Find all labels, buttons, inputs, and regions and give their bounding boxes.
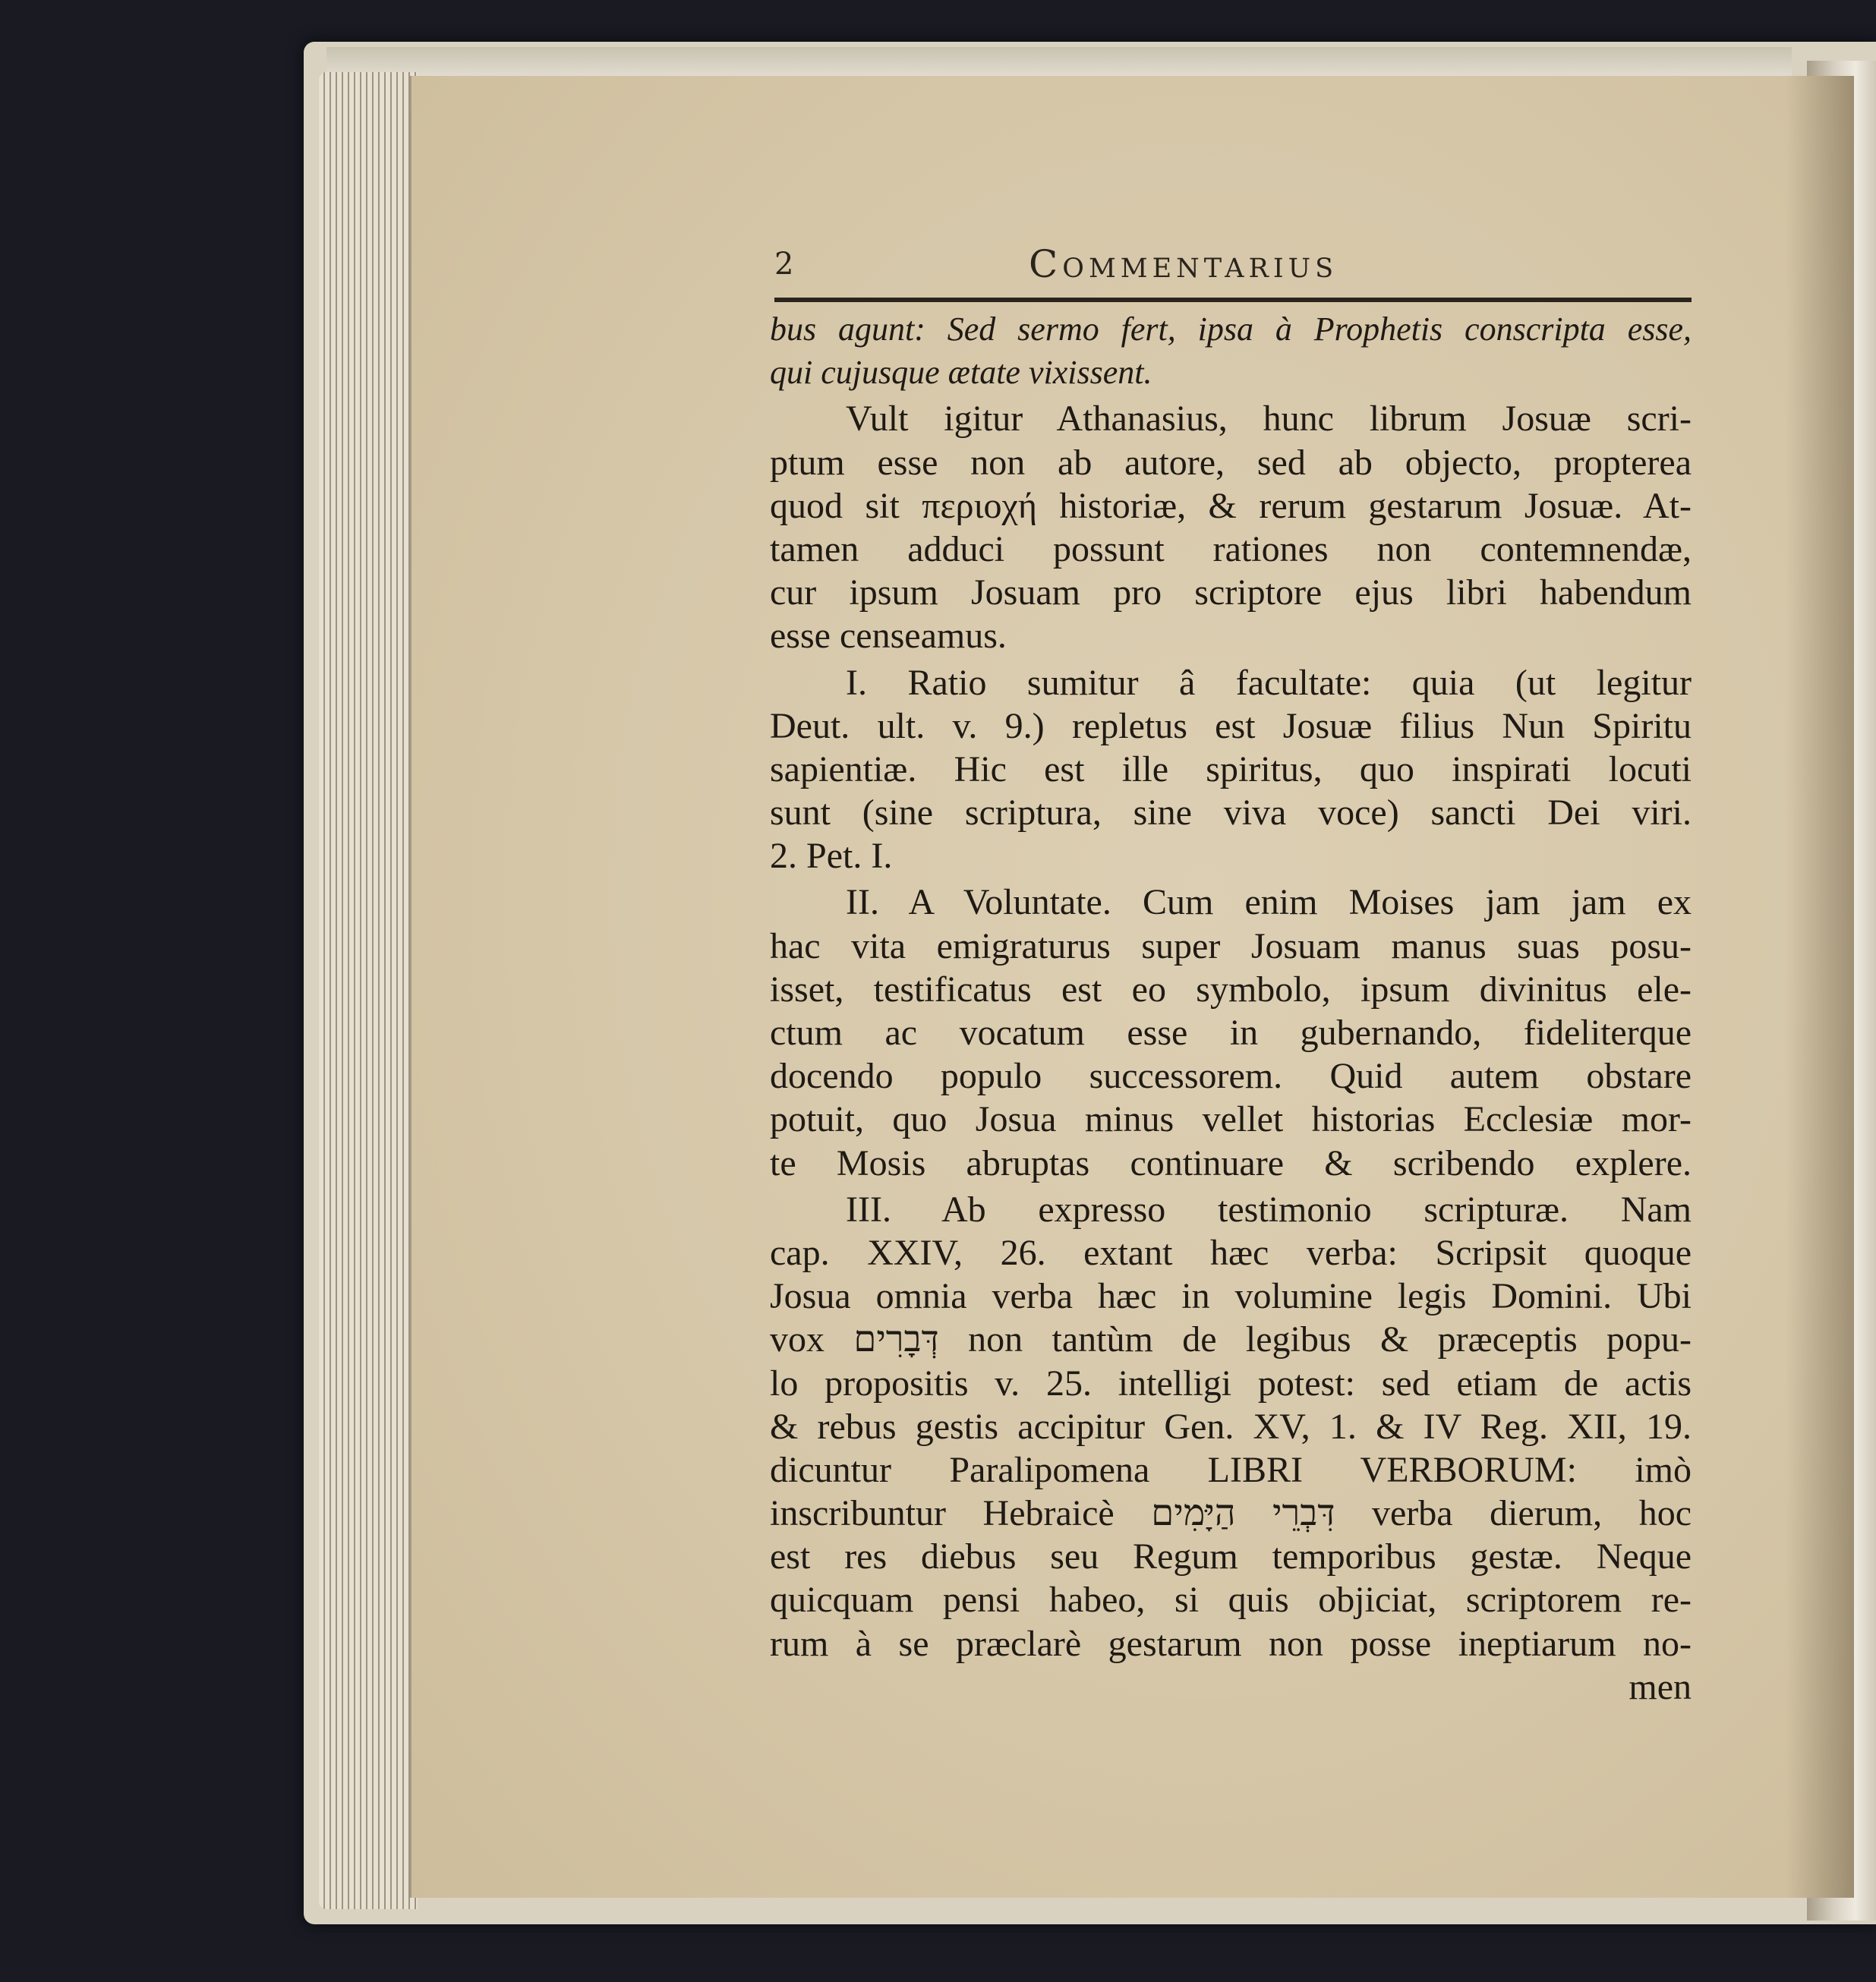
- page-edges: [319, 72, 418, 1909]
- text-line: cap. XXIV, 26. extant hæc verba: Scripsit quoque: [770, 1232, 1692, 1273]
- text-line: sunt (sine scriptura, sine viva voce) sancti Dei viri.: [770, 792, 1692, 833]
- text-line: dicuntur Paralipomena LIBRI VERBORUM: imò: [770, 1449, 1692, 1490]
- text-line: qui cujusque ætate vixissent.: [770, 354, 1152, 392]
- text-line: est res diebus seu Regum temporibus gestæ. Neque: [770, 1536, 1692, 1577]
- text-line: hac vita emigraturus super Josuam manus suas posu-: [770, 925, 1692, 966]
- text-line: lo propositis v. 25. intelligi potest: sed etiam de actis: [770, 1363, 1692, 1404]
- gutter-shadow: [1786, 76, 1854, 1898]
- text-line: sapientiæ. Hic est ille spiritus, quo inspirati locuti: [770, 748, 1692, 789]
- text-line: quicquam pensi habeo, si quis objiciat, scriptorem re-: [770, 1580, 1692, 1621]
- text-line: inscribuntur Hebraicè דִּבְרֵי הַיָּמִים verba dierum, hoc: [770, 1493, 1692, 1534]
- text-line: 2. Pet. I.: [770, 836, 893, 877]
- body-text: [770, 307, 1692, 1709]
- text-line: Deut. ult. v. 9.) repletus est Josuæ filius Nun Spiritu: [770, 705, 1692, 746]
- text-line: & rebus gestis accipitur Gen. XV, 1. & IV Reg. XII, 19.: [770, 1406, 1692, 1447]
- text-line: cur ipsum Josuam pro scriptore ejus libri habendum: [770, 572, 1692, 613]
- text-line: Josua omnia verba hæc in volumine legis Domini. Ubi: [770, 1276, 1692, 1317]
- text-line: docendo populo successorem. Quid autem obstare: [770, 1056, 1692, 1097]
- text-line: I. Ratio sumitur â facultate: quia (ut legitur: [846, 662, 1692, 703]
- text-line: rum à se præclarè gestarum non posse ineptiarum no-: [770, 1623, 1692, 1664]
- text-line: bus agunt: Sed sermo fert, ipsa à Prophetis conscripta esse,: [770, 310, 1692, 348]
- text-line: II. A Voluntate. Cum enim Moises jam jam ex: [846, 882, 1692, 923]
- text-line: vox דְּבָרִים non tantùm de legibus & præceptis popu-: [770, 1319, 1692, 1360]
- catchword: men: [1628, 1666, 1692, 1707]
- text-line: III. Ab expresso testimonio scripturæ. Nam: [846, 1189, 1692, 1230]
- running-title: Commentarius: [1029, 242, 1338, 286]
- text-line: quod sit περιοχή historiæ, & rerum gestarum Josuæ. At-: [770, 485, 1692, 526]
- text-line: esse censeamus.: [770, 616, 1007, 657]
- text-line: ptum esse non ab autore, sed ab objecto, propterea: [770, 442, 1692, 483]
- text-line: potuit, quo Josua minus vellet historias Ecclesiæ mor-: [770, 1099, 1692, 1140]
- book-cover-top-edge: [326, 47, 1792, 77]
- header-rule: [774, 298, 1692, 302]
- text-line: te Mosis abruptas continuare & scribendo explere.: [770, 1142, 1692, 1183]
- text-line: tamen adduci possunt rationes non contemnendæ,: [770, 528, 1692, 569]
- text-line: ctum ac vocatum esse in gubernando, fideliterque: [770, 1013, 1692, 1053]
- page-number: 2: [774, 247, 794, 282]
- text-line: isset, testificatus est eo symbolo, ipsum divinitus ele-: [770, 969, 1692, 1010]
- text-line: Vult igitur Athanasius, hunc librum Josuæ scri-: [846, 399, 1692, 440]
